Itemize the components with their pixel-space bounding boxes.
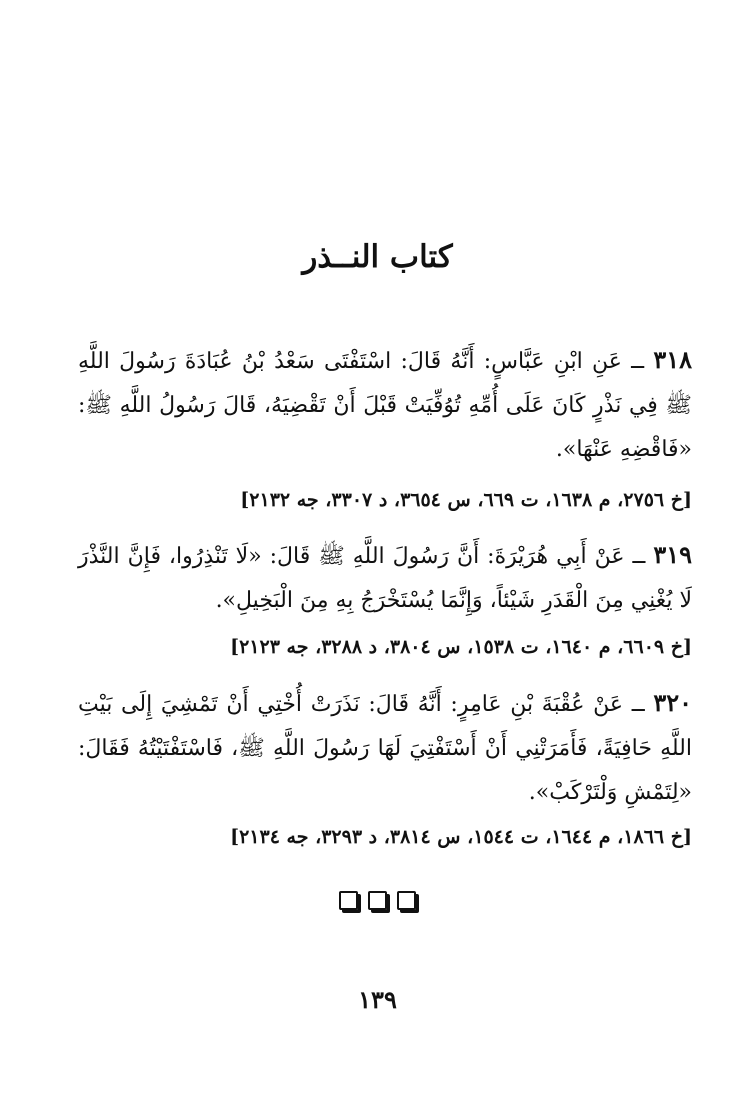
hadith-text: عَنِ ابْنِ عَبَّاسٍ: أَنَّهُ قَالَ: اسْتَفْتَى سَعْدُ بْنُ عُبَادَةَ رَسُولَ اللَّهِ ﷺ فِي نَذْرٍ كَانَ عَلَى أُمِّهِ تُوُفِّيَتْ قَبْلَ أَنْ تَقْضِيَهُ، قَالَ رَسُولُ اللَّهِ ﷺ: «فَاقْضِهِ عَنْهَا».	[78, 349, 692, 462]
hadith-319-reference: [خ ٦٦٠٩، م ١٦٤٠، ت ١٥٣٨، س ٣٨٠٤، د ٣٢٨٨، جه ٢١٢٣]	[230, 636, 692, 658]
hadith-320	[78, 681, 692, 815]
square-ornament-icon	[397, 891, 416, 910]
hadith-number: ٣١٩	[653, 540, 692, 569]
hadith-319	[78, 533, 692, 623]
hadith-dash: ــ	[623, 692, 654, 717]
hadith-dash: ــ	[621, 349, 654, 374]
page-number: ١٣٩	[358, 985, 397, 1014]
section-end-ornament	[0, 891, 755, 910]
hadith-318-reference: [خ ٢٧٥٦، م ١٦٣٨، ت ٦٦٩، س ٣٦٥٤، د ٣٣٠٧، جه ٢١٣٢]	[240, 489, 692, 511]
hadith-text: عَنْ عُقْبَةَ بْنِ عَامِرٍ: أَنَّهُ قَالَ: نَذَرَتْ أُخْتِي أَنْ تَمْشِيَ إِلَى بَيْتِ اللَّهِ حَافِيَةً، فَأَمَرَتْنِي أَنْ أَسْتَفْتِيَ لَهَا رَسُولَ اللَّهِ ﷺ، فَاسْتَفْتَيْتُهُ فَقَالَ: «لِتَمْشِ وَلْتَرْكَبْ».	[78, 692, 692, 805]
hadith-number: ٣٢٠	[653, 688, 692, 717]
square-ornament-icon	[339, 891, 358, 910]
hadith-318	[78, 338, 692, 472]
hadith-320-reference: [خ ١٨٦٦، م ١٦٤٤، ت ١٥٤٤، س ٣٨١٤، د ٣٢٩٣، جه ٢١٣٤]	[230, 826, 692, 848]
chapter-title: كتاب النــذر	[302, 239, 453, 275]
hadith-number: ٣١٨	[653, 345, 692, 374]
hadith-dash: ــ	[624, 544, 654, 569]
hadith-text: عَنْ أَبِي هُرَيْرَةَ: أَنَّ رَسُولَ اللَّهِ ﷺ قَالَ: «لَا تَنْذِرُوا، فَإِنَّ النَّذْرَ لَا يُغْنِي مِنَ الْقَدَرِ شَيْئاً، وَإِنَّمَا يُسْتَخْرَجُ بِهِ مِنَ الْبَخِيلِ».	[78, 544, 692, 613]
square-ornament-icon	[368, 891, 387, 910]
